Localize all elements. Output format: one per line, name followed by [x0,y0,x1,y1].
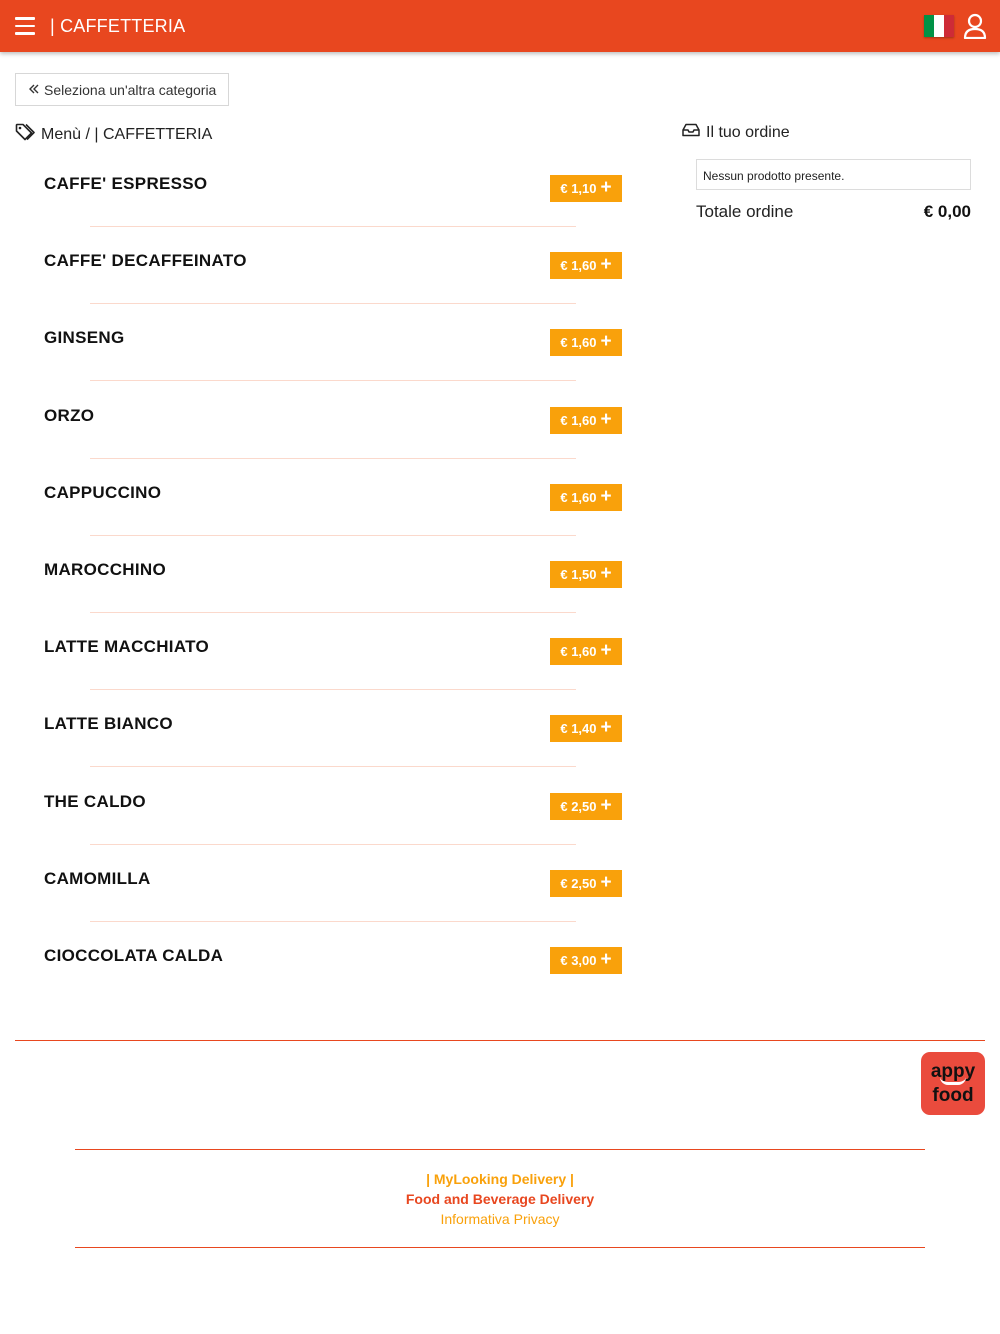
select-other-category-button[interactable] [15,73,229,106]
breadcrumb [15,123,212,146]
footer-divider [15,1040,985,1041]
select-other-category-label: Seleziona un'altra categoria [44,81,217,98]
divider [90,458,576,459]
product-row [0,464,650,541]
product-name: CAFFE' ESPRESSO [44,174,208,193]
italian-flag-icon[interactable] [924,15,954,37]
order-total-label: Totale ordine [696,202,794,221]
order-items-box [696,159,971,190]
plus-icon: + [600,794,612,816]
plus-icon: + [600,871,612,893]
add-to-order-button[interactable] [550,638,622,665]
add-to-order-button[interactable] [550,947,622,974]
top-bar [0,0,1000,52]
logo-text-top: appy [930,1060,976,1082]
plus-icon: + [600,562,612,584]
user-icon[interactable] [963,13,987,39]
divider [90,226,576,227]
product-list [0,155,650,1004]
price-label: € 1,40 [560,721,597,737]
product-row [0,155,650,232]
plus-icon: + [600,408,612,430]
divider [90,380,576,381]
product-name: CIOCCOLATA CALDA [44,945,224,965]
order-title: Il tuo ordine [706,123,790,141]
add-to-order-button[interactable] [550,715,622,742]
footer-brand: | MyLooking Delivery | [426,1171,574,1187]
product-name: THE CALDO [44,791,146,811]
price-label: € 3,00 [560,952,597,968]
price-label: € 1,60 [560,489,597,505]
price-label: € 1,60 [560,335,597,351]
order-header [682,123,790,142]
privacy-link[interactable]: Informativa Privacy [440,1211,560,1227]
divider [90,303,576,304]
page-title: | CAFFETTERIA [50,16,186,36]
tag-icon [15,123,35,146]
divider [90,921,576,922]
add-to-order-button[interactable] [550,793,622,820]
product-row [0,695,650,772]
price-label: € 1,60 [560,412,597,428]
product-row [0,309,650,386]
divider [90,689,576,690]
price-label: € 1,60 [560,644,597,660]
product-row [0,387,650,464]
product-row [0,541,650,618]
plus-icon: + [600,948,612,970]
appy-food-logo[interactable] [921,1052,985,1115]
product-row [0,850,650,927]
footer [0,1171,1000,1231]
order-total-value: € 0,00 [923,202,971,221]
add-to-order-button[interactable] [550,870,622,897]
product-name: CAFFE' DECAFFEINATO [44,251,247,271]
plus-icon: + [600,331,612,353]
footer-divider [75,1149,925,1150]
double-chevron-left-icon [28,82,40,98]
plus-icon: + [600,254,612,276]
divider [90,535,576,536]
menu-icon[interactable] [15,17,35,35]
inbox-icon [682,123,700,142]
product-name: LATTE BIANCO [44,714,173,734]
empty-order-text: Nessun prodotto presente. [703,169,845,183]
product-row [0,232,650,309]
product-name: MAROCCHINO [44,559,166,579]
smile-icon [940,1077,966,1085]
breadcrumb-text[interactable]: Menù / | CAFFETTERIA [41,125,213,143]
product-row [0,927,650,1004]
add-to-order-button[interactable] [550,561,622,588]
plus-icon: + [600,485,612,507]
price-label: € 2,50 [560,798,597,814]
add-to-order-button[interactable] [550,484,622,511]
price-label: € 1,50 [560,566,597,582]
plus-icon: + [600,640,612,662]
add-to-order-button[interactable] [550,329,622,356]
product-name: CAPPUCCINO [44,482,162,502]
add-to-order-button[interactable] [550,252,622,279]
logo-text-bottom: food [932,1084,974,1106]
add-to-order-button[interactable] [550,175,622,202]
footer-tagline: Food and Beverage Delivery [405,1191,595,1207]
divider [90,612,576,613]
divider [90,766,576,767]
footer-divider [75,1247,925,1248]
price-label: € 1,10 [560,181,597,196]
product-name: GINSENG [44,328,125,348]
product-row [0,618,650,695]
plus-icon: + [600,177,612,198]
product-name: LATTE MACCHIATO [44,637,210,657]
divider [90,844,576,845]
product-name: CAMOMILLA [44,868,151,888]
price-label: € 2,50 [560,875,597,891]
add-to-order-button[interactable] [550,407,622,434]
product-name: ORZO [44,405,95,425]
price-label: € 1,60 [560,258,597,274]
plus-icon: + [600,717,612,739]
product-row [0,773,650,850]
